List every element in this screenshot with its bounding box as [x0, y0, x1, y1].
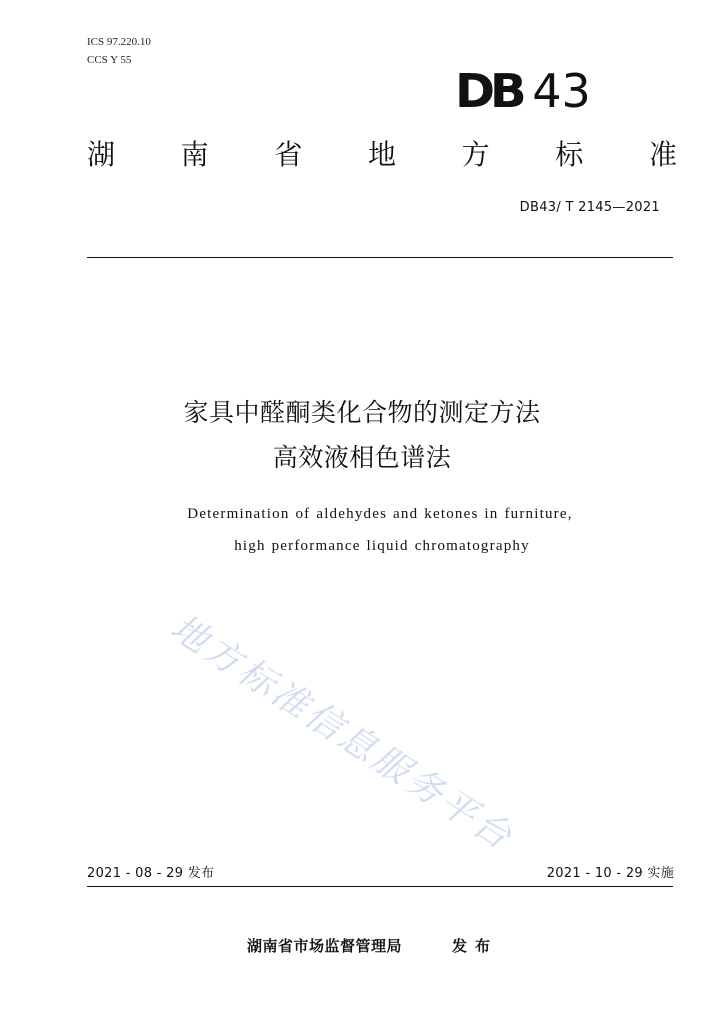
db-standard-logo [455, 62, 591, 118]
english-title-line-2: high performance liquid chromatography [234, 538, 530, 554]
standard-type-char: 准 [648, 138, 677, 171]
ics-code: ICS 97.220.10 [87, 36, 151, 48]
standard-type-char: 南 [180, 138, 209, 171]
db-logo-letters: DB [455, 64, 522, 118]
watermark: 地方标准信息服务平台 [163, 607, 522, 860]
issuing-authority: 湖南省市场监督管理局 [247, 937, 403, 955]
standard-type-char: 标 [555, 138, 584, 171]
standard-code: DB43/ T 2145—2021 [519, 200, 660, 215]
standard-type-char: 省 [274, 138, 303, 171]
standard-type-title [87, 139, 677, 171]
english-title-line-1: Determination of aldehydes and ketones in furniture, [187, 506, 573, 522]
standard-type-char: 湖 [87, 138, 116, 171]
chinese-title-line-1: 家具中醛酮类化合物的测定方法 [183, 398, 541, 427]
bottom-divider [87, 886, 673, 887]
db-logo-number: 43 [532, 64, 591, 118]
top-divider [87, 257, 673, 258]
ccs-code: CCS Y 55 [87, 54, 132, 66]
standard-type-char: 方 [461, 138, 490, 171]
chinese-title-line-2: 高效液相色谱法 [272, 443, 452, 472]
issue-label: 发布 [452, 937, 499, 955]
implementation-date: 2021 - 10 - 29 实施 [546, 866, 674, 881]
standard-type-char: 地 [367, 138, 396, 171]
publish-date: 2021 - 08 - 29 发布 [87, 866, 215, 881]
